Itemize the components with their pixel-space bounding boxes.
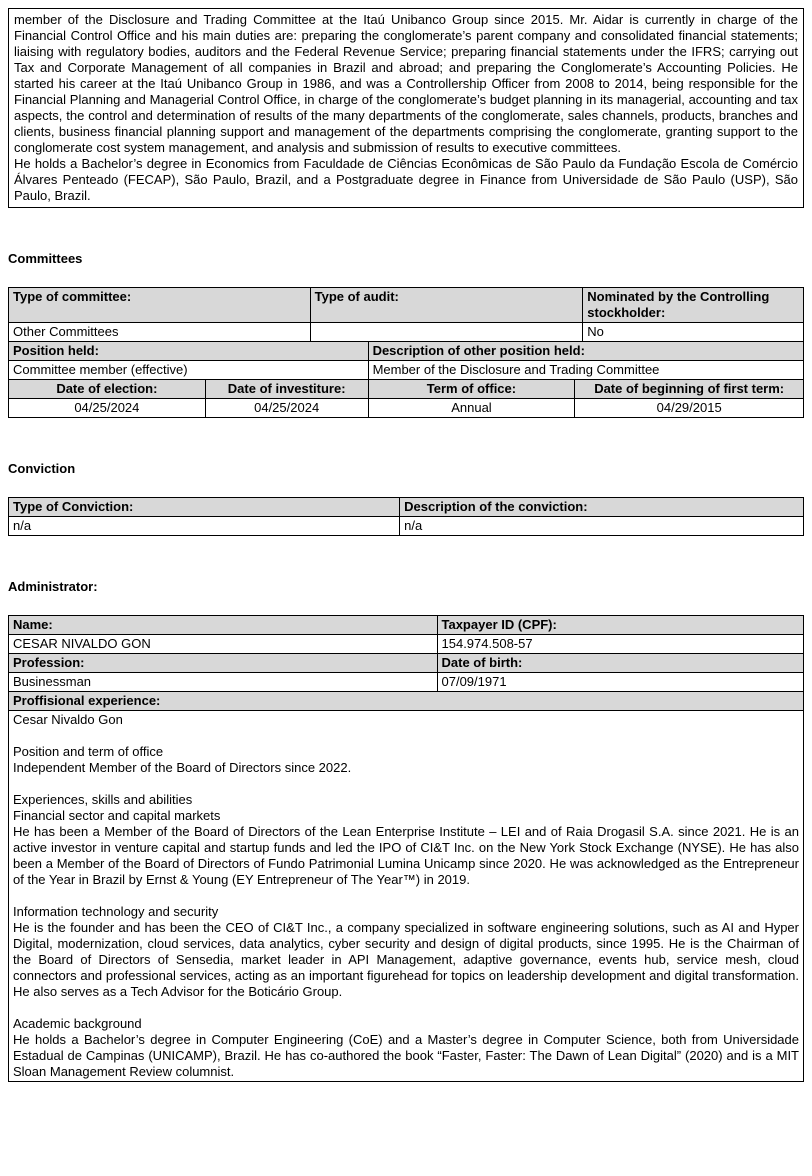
- first-term-label: Date of beginning of first term:: [575, 380, 804, 399]
- name-value: CESAR NIVALDO GON: [9, 635, 438, 654]
- conviction-description-value: n/a: [400, 517, 804, 536]
- type-of-audit-label: Type of audit:: [310, 288, 583, 323]
- committees-header-row-2: [9, 342, 804, 361]
- conviction-description-label: Description of the conviction:: [400, 498, 804, 517]
- administrator-profession-value-row: [9, 673, 804, 692]
- type-of-committee-label: Type of committee:: [9, 288, 311, 323]
- conviction-heading: Conviction: [8, 461, 76, 476]
- experience-text: Cesar Nivaldo Gon Position and term of office Independent Member of the Board of Directors since 2022. Experiences, skills and abilities Financial sector and capital markets He has been a Member of the Board of Directors of the Lean Enterprise Institute – LEI and of Raia Drogasil S.A. since 2021. He is an active investor in venture capital and startup funds and led the IPO of CI&T Inc. on the New York Stock Exchange (NYSE). He has also been a Member of the Board of Directors of Fundo Patrimonial Lumina Unicamp since 2020. He was acknowledged as the Entrepreneur of the Year in Brazil by Ernst & Young (EY Entrepreneur of The Year™) in 2019. Information technology and security He is the founder and has been the CEO of CI&T Inc., a company specialized in software engineering solutions, such as AI and Hyper Digital, modernization, cloud services, data analytics, cyber security and design of digital products, since 1995. He is the Chairman of the Board of Directors of Sensedia, market leader in API Management, adaptive governance, events hub, service mesh, cloud connectors and professional services, acting as an important figurehead for topics on leadership development and digital transformation. He also serves as a Tech Advisor for the Boticário Group. Academic background He holds a Bachelor’s degree in Computer Engineering (CoE) and a Master’s degree in Computer Science, both from Universidade Estadual de Campinas (UNICAMP), Brazil. He has co-authored the book “Faster, Faster: The Dawn of Lean Digital” (2020) and is a MIT Sloan Management Review columnist.: [9, 711, 804, 1082]
- position-held-value: Committee member (effective): [9, 361, 369, 380]
- committees-value-row-1: [9, 323, 804, 342]
- type-of-committee-value: Other Committees: [9, 323, 311, 342]
- committees-heading: Committees: [8, 251, 83, 266]
- committees-header-row-3: [9, 380, 804, 399]
- date-of-election-value: 04/25/2024: [9, 399, 206, 418]
- committees-header-row-1: [9, 288, 804, 323]
- dob-value: 07/09/1971: [437, 673, 804, 692]
- administrator-experience-header-row: [9, 692, 804, 711]
- cpf-label: Taxpayer ID (CPF):: [437, 616, 804, 635]
- date-of-election-label: Date of election:: [9, 380, 206, 399]
- profession-value: Businessman: [9, 673, 438, 692]
- administrator-profession-header-row: [9, 654, 804, 673]
- administrator-heading: Administrator:: [8, 579, 98, 594]
- bio-text: member of the Disclosure and Trading Committee at the Itaú Unibanco Group since 2015. Mr. Aidar is currently in charge of the Financial Control Office and his main duties are: preparing the conglomerate’s parent company and consolidated financial statements; liaising with regulatory bodies, auditors and the Federal Revenue Service; preparing financial statements under the IFRS; carrying out Tax and Corporate Management of all companies in Brazil and abroad; and preparing the Conglomerate’s Accounting Policies. He started his career at the Itaú Unibanco Group in 1986, and was a Controllership Officer from 2008 to 2014, being responsible for the Financial Planning and Managerial Control Office, in charge of the conglomerate’s budget planning in its managerial, accounting and tax aspects, the control and determination of results of the many departments of the conglomerate, sales channels, products, branches and clients, business financial planning support and management of the departments comprising the conglomerate, granting support to the conglomerate cost system management, and analysis and submission of results to executive committees. He holds a Bachelor’s degree in Economics from Faculdade de Ciências Econômicas de São Paulo da Fundação Escola de Comércio Álvares Penteado (FECAP), São Paulo, Brazil, and a Postgraduate degree in Finance from Universidade de São Paulo (USP), São Paulo, Brazil.: [14, 12, 798, 203]
- nominated-by-label: Nominated by the Controlling stockholder:: [583, 288, 804, 323]
- experience-label: Proffisional experience:: [9, 692, 804, 711]
- term-of-office-label: Term of office:: [368, 380, 575, 399]
- date-of-investiture-label: Date of investiture:: [205, 380, 368, 399]
- name-label: Name:: [9, 616, 438, 635]
- conviction-value-row: [9, 517, 804, 536]
- term-of-office-value: Annual: [368, 399, 575, 418]
- dob-label: Date of birth:: [437, 654, 804, 673]
- conviction-type-label: Type of Conviction:: [9, 498, 400, 517]
- administrator-table: [8, 615, 804, 1082]
- bio-continuation-box: [8, 8, 804, 208]
- type-of-audit-value: [310, 323, 583, 342]
- administrator-name-value-row: [9, 635, 804, 654]
- first-term-value: 04/29/2015: [575, 399, 804, 418]
- conviction-type-value: n/a: [9, 517, 400, 536]
- conviction-table: [8, 497, 804, 536]
- description-of-position-value: Member of the Disclosure and Trading Committee: [368, 361, 803, 380]
- conviction-header-row: [9, 498, 804, 517]
- position-held-label: Position held:: [9, 342, 369, 361]
- committees-value-row-2: [9, 361, 804, 380]
- profession-label: Profession:: [9, 654, 438, 673]
- committees-table: [8, 287, 804, 418]
- administrator-experience-row: [9, 711, 804, 1082]
- administrator-name-header-row: [9, 616, 804, 635]
- cpf-value: 154.974.508-57: [437, 635, 804, 654]
- committees-value-row-3: [9, 399, 804, 418]
- description-of-position-label: Description of other position held:: [368, 342, 803, 361]
- nominated-by-value: No: [583, 323, 804, 342]
- date-of-investiture-value: 04/25/2024: [205, 399, 368, 418]
